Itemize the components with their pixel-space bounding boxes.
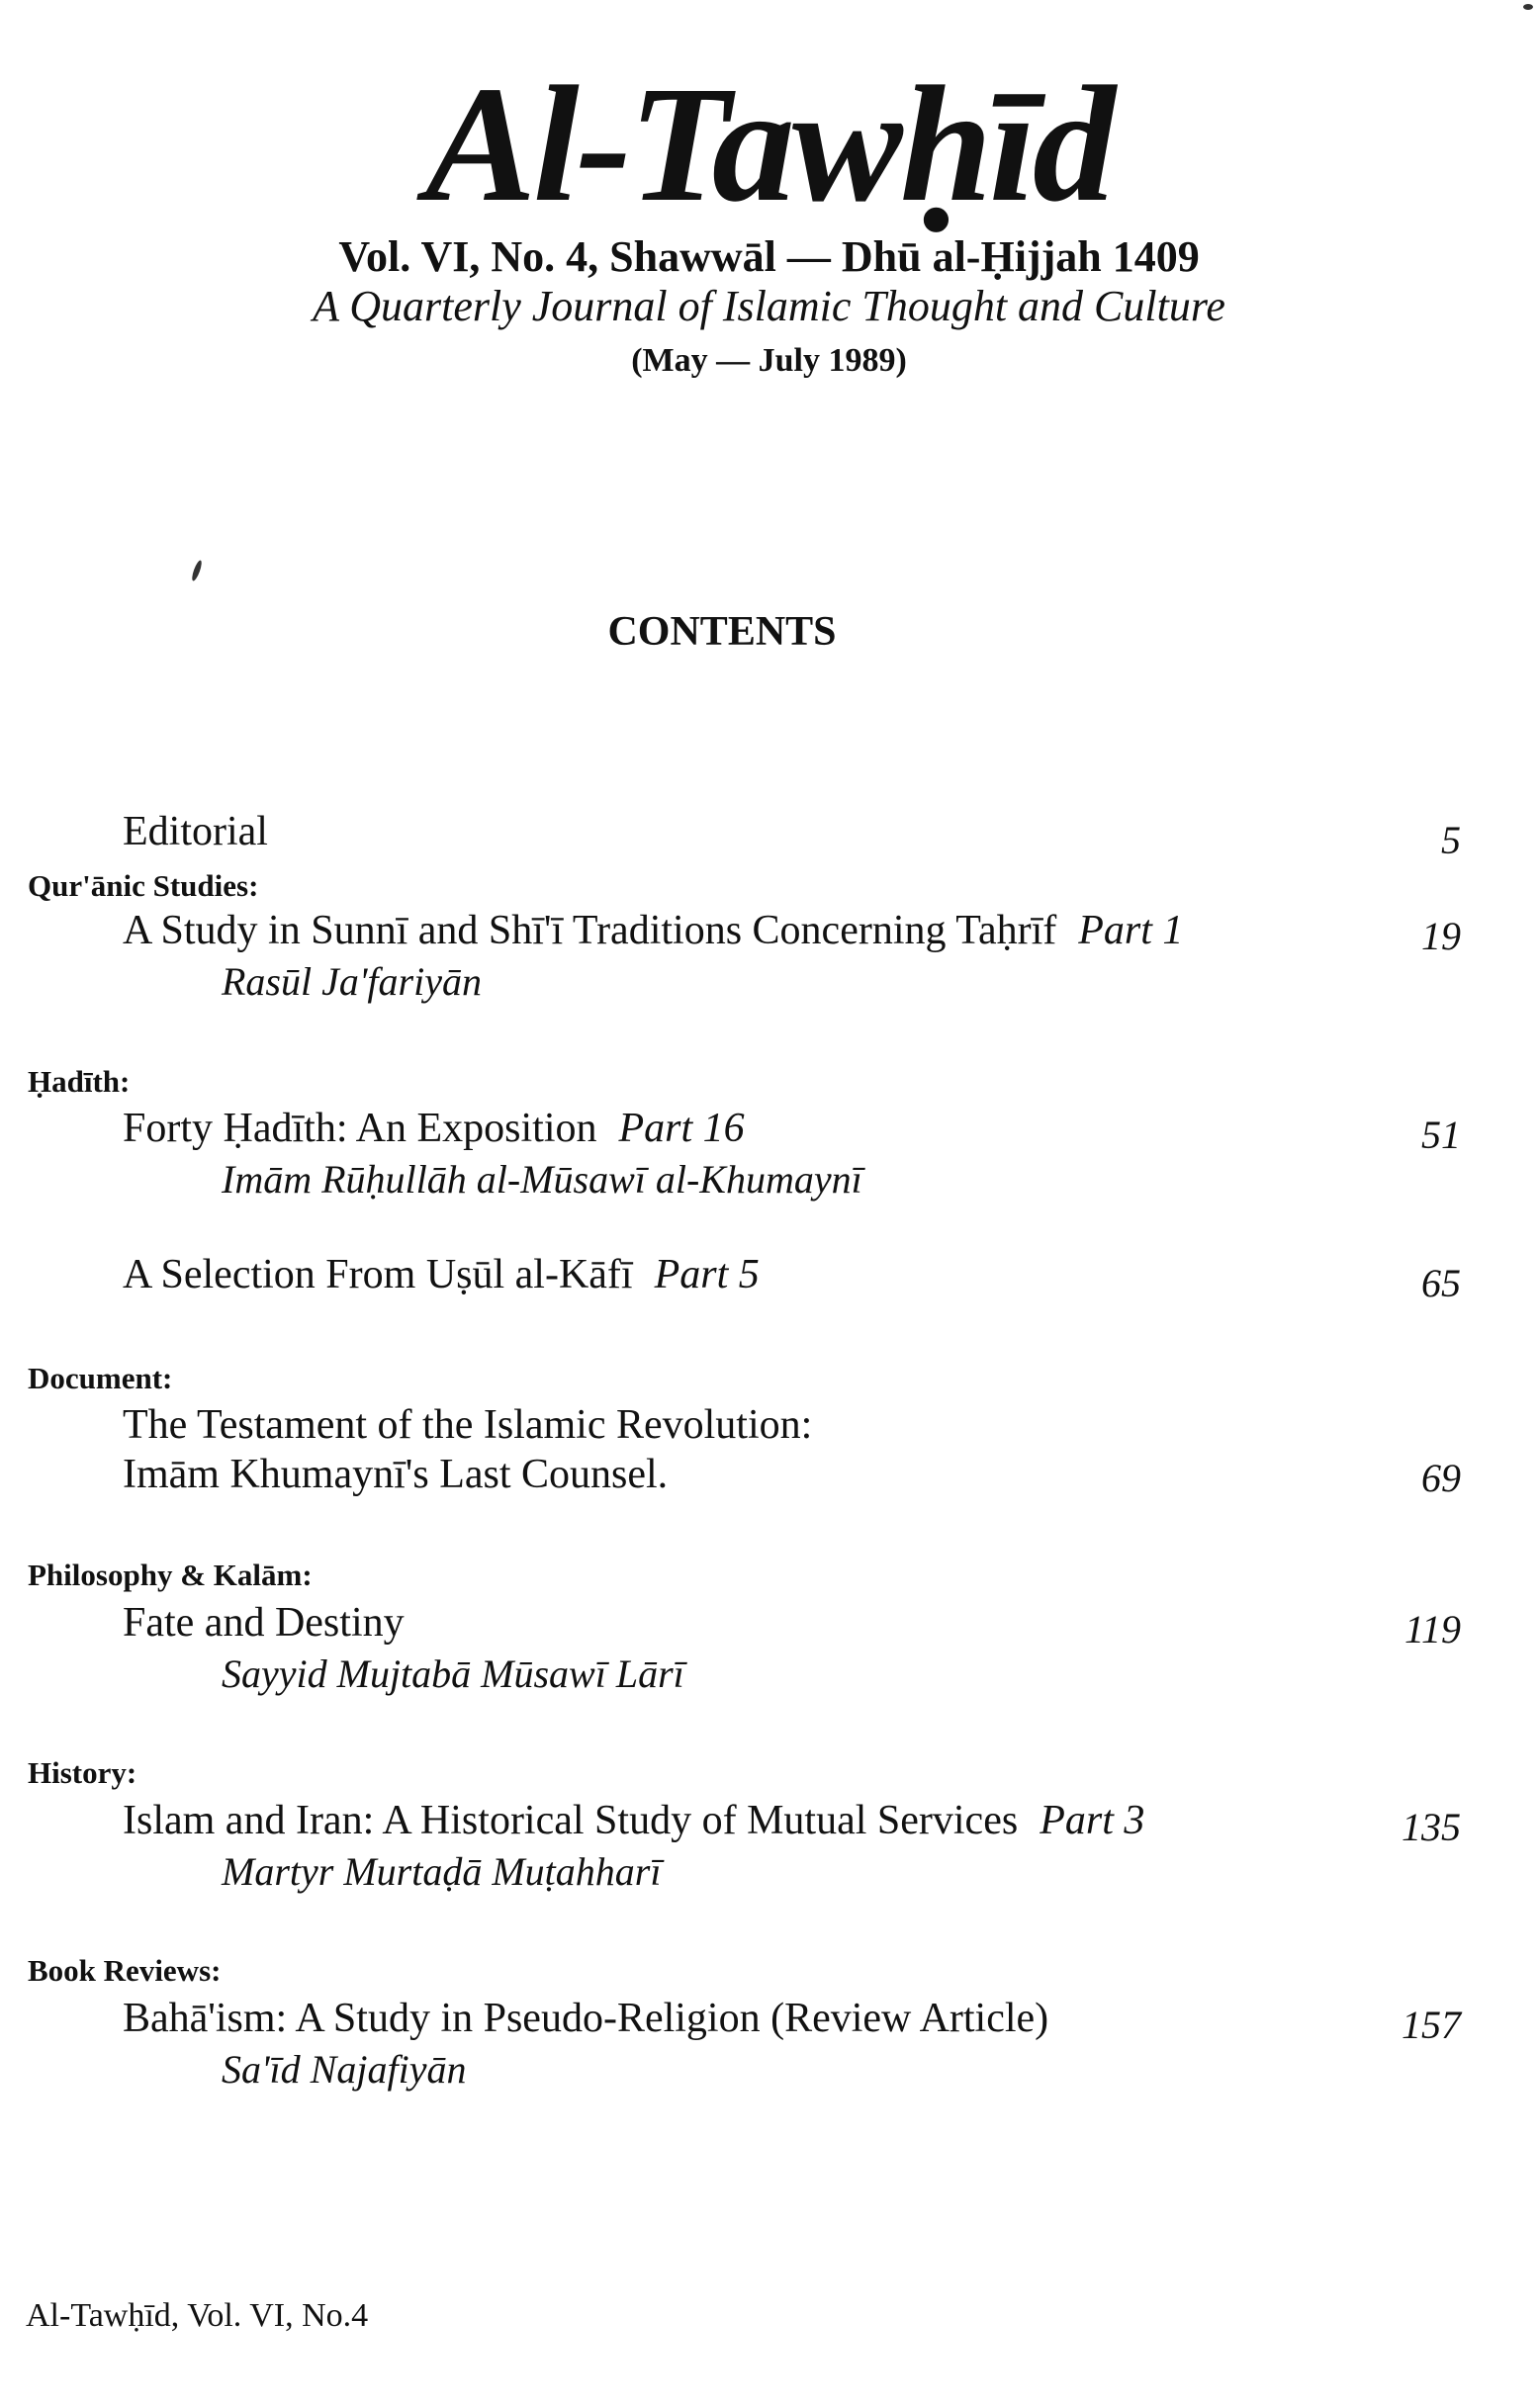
toc-entry-testament-cont[interactable] — [123, 1454, 668, 1495]
toc-entry-editorial[interactable] — [123, 811, 268, 852]
print-speck — [1523, 4, 1533, 10]
page-number: 157 — [1402, 2003, 1461, 2047]
page-number: 51 — [1421, 1113, 1461, 1157]
toc-entry-fate-destiny[interactable] — [123, 1602, 405, 1644]
entry-author: Sayyid Mujtabā Mūsawī Lārī — [222, 1651, 684, 1696]
entry-part: Part 16 — [618, 1106, 745, 1151]
page-number: 5 — [1441, 818, 1461, 862]
entry-title: Editorial — [123, 809, 268, 854]
entry-title-line2: Imām Khumaynī's Last Counsel. — [123, 1452, 669, 1497]
page-number: 135 — [1402, 1805, 1461, 1849]
section-label-history: History: — [28, 1755, 137, 1790]
entry-title: A Selection From Uṣūl al-Kāfī — [123, 1252, 633, 1297]
toc-entry-testament[interactable] — [123, 1404, 812, 1446]
page-footer: Al-Tawḥīd, Vol. VI, No.4 — [26, 2297, 369, 2334]
contents-heading: CONTENTS — [607, 609, 837, 655]
entry-author: Imām Rūḥullāh al-Mūsawī al-Khumaynī — [222, 1157, 862, 1202]
section-label-philosophy: Philosophy & Kalām: — [28, 1558, 313, 1592]
toc-entry-forty-hadith[interactable] — [123, 1108, 745, 1149]
date-range: (May — July 1989) — [631, 342, 907, 379]
toc-entry-usul-al-kafi[interactable] — [123, 1254, 760, 1295]
entry-part: Part 5 — [654, 1252, 760, 1297]
print-speck — [190, 560, 203, 582]
entry-author: Martyr Murtaḍā Muṭahharī — [222, 1849, 662, 1894]
entry-part: Part 3 — [1040, 1798, 1145, 1843]
section-label-book-reviews: Book Reviews: — [28, 1953, 222, 1988]
section-label-hadith: Ḥadīth: — [28, 1064, 131, 1099]
entry-part: Part 1 — [1078, 908, 1184, 953]
section-label-document: Document: — [28, 1361, 173, 1395]
page-number: 19 — [1421, 914, 1461, 958]
toc-entry-tahrif[interactable] — [123, 910, 1183, 951]
toc-entry-islam-iran[interactable] — [123, 1800, 1144, 1841]
toc-entry-bahaism[interactable] — [123, 1998, 1048, 2039]
entry-title: Bahā'ism: A Study in Pseudo-Religion (Review Article) — [123, 1996, 1049, 2041]
entry-title-line1: The Testament of the Islamic Revolution: — [123, 1402, 813, 1448]
entry-title: Forty Ḥadīth: An Exposition — [123, 1106, 597, 1151]
entry-author: Sa'īd Najafiyān — [222, 2047, 467, 2092]
volume-line: Vol. VI, No. 4, Shawwāl — Dhū al-Ḥijjah 1409 — [338, 232, 1200, 281]
page-number: 69 — [1421, 1456, 1461, 1500]
entry-title: Fate and Destiny — [123, 1600, 405, 1646]
entry-title: Islam and Iran: A Historical Study of Mutual Services — [123, 1798, 1019, 1843]
journal-subtitle: A Quarterly Journal of Islamic Thought and Culture — [313, 282, 1225, 330]
journal-title: Al-Tawḥīd — [424, 52, 1114, 236]
page-number: 119 — [1403, 1607, 1461, 1651]
page-number: 65 — [1421, 1261, 1461, 1305]
entry-title: A Study in Sunnī and Shī'ī Traditions Concerning Taḥrīf — [123, 908, 1057, 953]
section-label-quranic: Qur'ānic Studies: — [28, 868, 259, 903]
entry-author: Rasūl Ja'fariyān — [222, 959, 482, 1004]
